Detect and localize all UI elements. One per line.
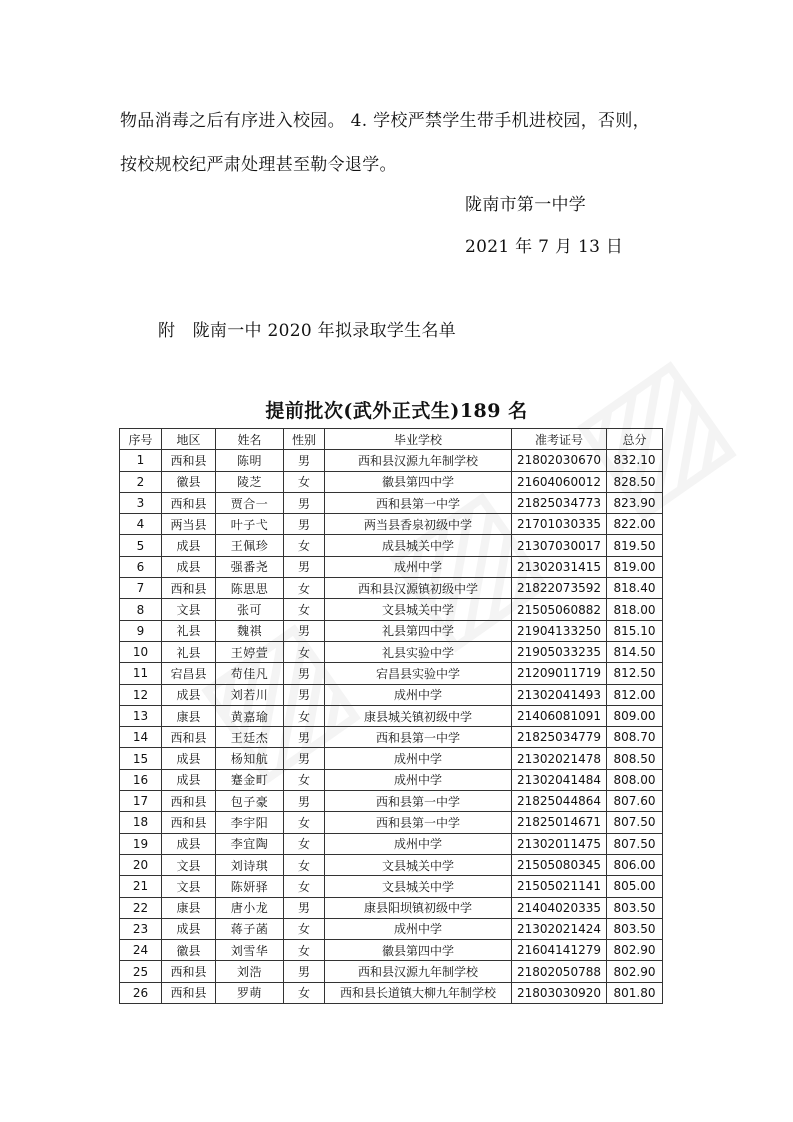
cell-index: 19: [120, 833, 162, 854]
cell-region: 礼县: [162, 620, 216, 641]
cell-name: 李宇阳: [216, 812, 284, 833]
cell-score: 803.50: [607, 918, 663, 939]
cell-name: 李宜陶: [216, 833, 284, 854]
cell-school: 西和县第一中学: [325, 492, 512, 513]
cell-school: 西和县第一中学: [325, 727, 512, 748]
cell-score: 809.00: [607, 705, 663, 726]
cell-name: 刘诗琪: [216, 854, 284, 875]
cell-exam-id: 21825014671: [512, 812, 607, 833]
cell-score: 814.50: [607, 641, 663, 662]
cell-exam-id: 21802030670: [512, 450, 607, 471]
cell-region: 礼县: [162, 641, 216, 662]
cell-school: 文县城关中学: [325, 854, 512, 875]
cell-index: 7: [120, 578, 162, 599]
cell-region: 两当县: [162, 514, 216, 535]
cell-exam-id: 21803030920: [512, 982, 607, 1003]
table-row: [120, 961, 663, 982]
cell-gender: 男: [284, 514, 325, 535]
cell-index: 17: [120, 791, 162, 812]
cell-index: 24: [120, 940, 162, 961]
table-row: [120, 641, 663, 662]
cell-region: 成县: [162, 918, 216, 939]
table-row: [120, 471, 663, 492]
cell-name: 杨知航: [216, 748, 284, 769]
cell-name: 王佩珍: [216, 535, 284, 556]
table-row: [120, 578, 663, 599]
cell-gender: 女: [284, 535, 325, 556]
cell-gender: 男: [284, 620, 325, 641]
cell-exam-id: 21307030017: [512, 535, 607, 556]
cell-school: 西和县汉源镇初级中学: [325, 578, 512, 599]
cell-score: 822.00: [607, 514, 663, 535]
table-row: [120, 705, 663, 726]
cell-score: 812.00: [607, 684, 663, 705]
cell-name: 陈明: [216, 450, 284, 471]
cell-score: 806.00: [607, 854, 663, 875]
cell-region: 宕昌县: [162, 663, 216, 684]
cell-index: 25: [120, 961, 162, 982]
cell-region: 西和县: [162, 727, 216, 748]
cell-school: 礼县第四中学: [325, 620, 512, 641]
cell-name: 黄嘉瑜: [216, 705, 284, 726]
cell-index: 3: [120, 492, 162, 513]
cell-exam-id: 21701030335: [512, 514, 607, 535]
cell-gender: 女: [284, 918, 325, 939]
cell-exam-id: 21406081091: [512, 705, 607, 726]
cell-index: 2: [120, 471, 162, 492]
cell-score: 808.70: [607, 727, 663, 748]
cell-gender: 男: [284, 684, 325, 705]
header-gender: 性别: [284, 429, 325, 450]
cell-score: 808.50: [607, 748, 663, 769]
cell-score: 801.80: [607, 982, 663, 1003]
cell-gender: 男: [284, 450, 325, 471]
cell-school: 成州中学: [325, 918, 512, 939]
cell-school: 成州中学: [325, 769, 512, 790]
cell-exam-id: 21505021141: [512, 876, 607, 897]
cell-index: 22: [120, 897, 162, 918]
signature-date: 2021 年 7 月 13 日: [465, 237, 624, 257]
cell-school: 成州中学: [325, 833, 512, 854]
cell-index: 6: [120, 556, 162, 577]
table-row: [120, 599, 663, 620]
cell-name: 陈思思: [216, 578, 284, 599]
cell-score: 802.90: [607, 961, 663, 982]
table-row: [120, 450, 663, 471]
cell-index: 26: [120, 982, 162, 1003]
cell-region: 西和县: [162, 982, 216, 1003]
table-row: [120, 791, 663, 812]
cell-region: 成县: [162, 684, 216, 705]
cell-index: 21: [120, 876, 162, 897]
signature-organization: 陇南市第一中学: [465, 195, 587, 215]
cell-name: 刘若川: [216, 684, 284, 705]
cell-score: 807.50: [607, 833, 663, 854]
cell-name: 刘浩: [216, 961, 284, 982]
cell-school: 徽县第四中学: [325, 940, 512, 961]
cell-name: 叶子弋: [216, 514, 284, 535]
cell-gender: 男: [284, 791, 325, 812]
cell-gender: 女: [284, 940, 325, 961]
cell-exam-id: 21604060012: [512, 471, 607, 492]
header-region: 地区: [162, 429, 216, 450]
cell-region: 成县: [162, 556, 216, 577]
cell-gender: 男: [284, 727, 325, 748]
cell-school: 康县城关镇初级中学: [325, 705, 512, 726]
cell-region: 西和县: [162, 791, 216, 812]
cell-index: 9: [120, 620, 162, 641]
cell-name: 贾合一: [216, 492, 284, 513]
cell-name: 王婷萱: [216, 641, 284, 662]
cell-region: 徽县: [162, 471, 216, 492]
cell-index: 23: [120, 918, 162, 939]
cell-gender: 女: [284, 876, 325, 897]
cell-score: 819.50: [607, 535, 663, 556]
cell-name: 蒋子菡: [216, 918, 284, 939]
cell-name: 唐小龙: [216, 897, 284, 918]
cell-exam-id: 21505060882: [512, 599, 607, 620]
cell-school: 礼县实验中学: [325, 641, 512, 662]
table-row: [120, 918, 663, 939]
cell-score: 808.00: [607, 769, 663, 790]
cell-region: 西和县: [162, 492, 216, 513]
cell-index: 8: [120, 599, 162, 620]
admission-roster-table: [119, 428, 663, 1004]
table-row: [120, 769, 663, 790]
table-row: [120, 833, 663, 854]
cell-gender: 女: [284, 641, 325, 662]
cell-gender: 男: [284, 492, 325, 513]
cell-region: 西和县: [162, 961, 216, 982]
cell-name: 苟佳凡: [216, 663, 284, 684]
cell-index: 10: [120, 641, 162, 662]
cell-score: 807.60: [607, 791, 663, 812]
cell-index: 15: [120, 748, 162, 769]
table-header-row: [120, 429, 663, 450]
cell-school: 康县阳坝镇初级中学: [325, 897, 512, 918]
table-row: [120, 812, 663, 833]
cell-gender: 男: [284, 556, 325, 577]
table-row: [120, 727, 663, 748]
cell-gender: 女: [284, 812, 325, 833]
cell-region: 成县: [162, 748, 216, 769]
cell-school: 成州中学: [325, 748, 512, 769]
cell-score: 818.00: [607, 599, 663, 620]
cell-name: 强番尧: [216, 556, 284, 577]
cell-school: 西和县汉源九年制学校: [325, 961, 512, 982]
cell-exam-id: 21302041493: [512, 684, 607, 705]
cell-exam-id: 21604141279: [512, 940, 607, 961]
cell-index: 11: [120, 663, 162, 684]
cell-index: 14: [120, 727, 162, 748]
cell-gender: 女: [284, 599, 325, 620]
cell-index: 16: [120, 769, 162, 790]
cell-school: 文县城关中学: [325, 876, 512, 897]
cell-index: 13: [120, 705, 162, 726]
cell-exam-id: 21302041484: [512, 769, 607, 790]
cell-gender: 女: [284, 769, 325, 790]
cell-index: 4: [120, 514, 162, 535]
cell-exam-id: 21302031415: [512, 556, 607, 577]
cell-score: 828.50: [607, 471, 663, 492]
cell-score: 819.00: [607, 556, 663, 577]
cell-exam-id: 21302011475: [512, 833, 607, 854]
cell-name: 蹇金町: [216, 769, 284, 790]
cell-score: 815.10: [607, 620, 663, 641]
cell-region: 康县: [162, 705, 216, 726]
cell-school: 西和县第一中学: [325, 791, 512, 812]
cell-exam-id: 21825034773: [512, 492, 607, 513]
cell-gender: 女: [284, 982, 325, 1003]
cell-exam-id: 21209011719: [512, 663, 607, 684]
table-row: [120, 492, 663, 513]
cell-score: 805.00: [607, 876, 663, 897]
cell-school: 宕昌县实验中学: [325, 663, 512, 684]
cell-region: 康县: [162, 897, 216, 918]
cell-region: 成县: [162, 535, 216, 556]
cell-school: 成州中学: [325, 556, 512, 577]
cell-gender: 女: [284, 705, 325, 726]
cell-name: 张可: [216, 599, 284, 620]
cell-exam-id: 21822073592: [512, 578, 607, 599]
paragraph-line-1: 物品消毒之后有序进入校园。 4. 学校严禁学生带手机进校园，否则，: [120, 111, 650, 131]
cell-school: 西和县长道镇大柳九年制学校: [325, 982, 512, 1003]
table-row: [120, 854, 663, 875]
cell-exam-id: 21802050788: [512, 961, 607, 982]
cell-score: 823.90: [607, 492, 663, 513]
cell-index: 12: [120, 684, 162, 705]
table-row: [120, 663, 663, 684]
cell-gender: 男: [284, 961, 325, 982]
cell-school: 成县城关中学: [325, 535, 512, 556]
cell-region: 成县: [162, 769, 216, 790]
cell-exam-id: 21825044864: [512, 791, 607, 812]
cell-gender: 男: [284, 663, 325, 684]
table-title: 提前批次(武外正式生)189 名: [265, 400, 528, 422]
table-row: [120, 684, 663, 705]
table-row: [120, 620, 663, 641]
header-index: 序号: [120, 429, 162, 450]
cell-exam-id: 21302021478: [512, 748, 607, 769]
cell-exam-id: 21404020335: [512, 897, 607, 918]
cell-name: 罗萌: [216, 982, 284, 1003]
cell-name: 陵芝: [216, 471, 284, 492]
cell-score: 803.50: [607, 897, 663, 918]
cell-name: 刘雪华: [216, 940, 284, 961]
cell-region: 徽县: [162, 940, 216, 961]
table-row: [120, 982, 663, 1003]
header-score: 总分: [607, 429, 663, 450]
paragraph-line-2: 按校规校纪严肃处理甚至勒令退学。: [120, 155, 397, 175]
cell-region: 文县: [162, 599, 216, 620]
appendix-heading: 附 陇南一中 2020 年拟录取学生名单: [158, 321, 457, 341]
cell-gender: 男: [284, 748, 325, 769]
table-row: [120, 748, 663, 769]
cell-score: 812.50: [607, 663, 663, 684]
cell-score: 818.40: [607, 578, 663, 599]
cell-exam-id: 21905033235: [512, 641, 607, 662]
cell-gender: 女: [284, 854, 325, 875]
cell-school: 徽县第四中学: [325, 471, 512, 492]
cell-index: 5: [120, 535, 162, 556]
cell-school: 成州中学: [325, 684, 512, 705]
table-row: [120, 514, 663, 535]
cell-school: 西和县汉源九年制学校: [325, 450, 512, 471]
table-row: [120, 940, 663, 961]
cell-gender: 女: [284, 471, 325, 492]
cell-name: 陈妍驿: [216, 876, 284, 897]
header-school: 毕业学校: [325, 429, 512, 450]
table-row: [120, 535, 663, 556]
cell-region: 西和县: [162, 812, 216, 833]
cell-gender: 女: [284, 578, 325, 599]
cell-region: 成县: [162, 833, 216, 854]
cell-region: 西和县: [162, 578, 216, 599]
cell-exam-id: 21302021424: [512, 918, 607, 939]
cell-region: 文县: [162, 854, 216, 875]
table-row: [120, 876, 663, 897]
table-row: [120, 556, 663, 577]
table-row: [120, 897, 663, 918]
cell-school: 文县城关中学: [325, 599, 512, 620]
cell-index: 1: [120, 450, 162, 471]
cell-school: 两当县香泉初级中学: [325, 514, 512, 535]
header-name: 姓名: [216, 429, 284, 450]
cell-name: 王廷杰: [216, 727, 284, 748]
cell-school: 西和县第一中学: [325, 812, 512, 833]
cell-score: 802.90: [607, 940, 663, 961]
cell-exam-id: 21904133250: [512, 620, 607, 641]
cell-gender: 女: [284, 833, 325, 854]
cell-exam-id: 21505080345: [512, 854, 607, 875]
cell-gender: 男: [284, 897, 325, 918]
cell-name: 包子豪: [216, 791, 284, 812]
cell-index: 20: [120, 854, 162, 875]
cell-exam-id: 21825034779: [512, 727, 607, 748]
cell-region: 文县: [162, 876, 216, 897]
cell-score: 807.50: [607, 812, 663, 833]
cell-score: 832.10: [607, 450, 663, 471]
header-exam-id: 准考证号: [512, 429, 607, 450]
cell-name: 魏祺: [216, 620, 284, 641]
cell-index: 18: [120, 812, 162, 833]
cell-region: 西和县: [162, 450, 216, 471]
